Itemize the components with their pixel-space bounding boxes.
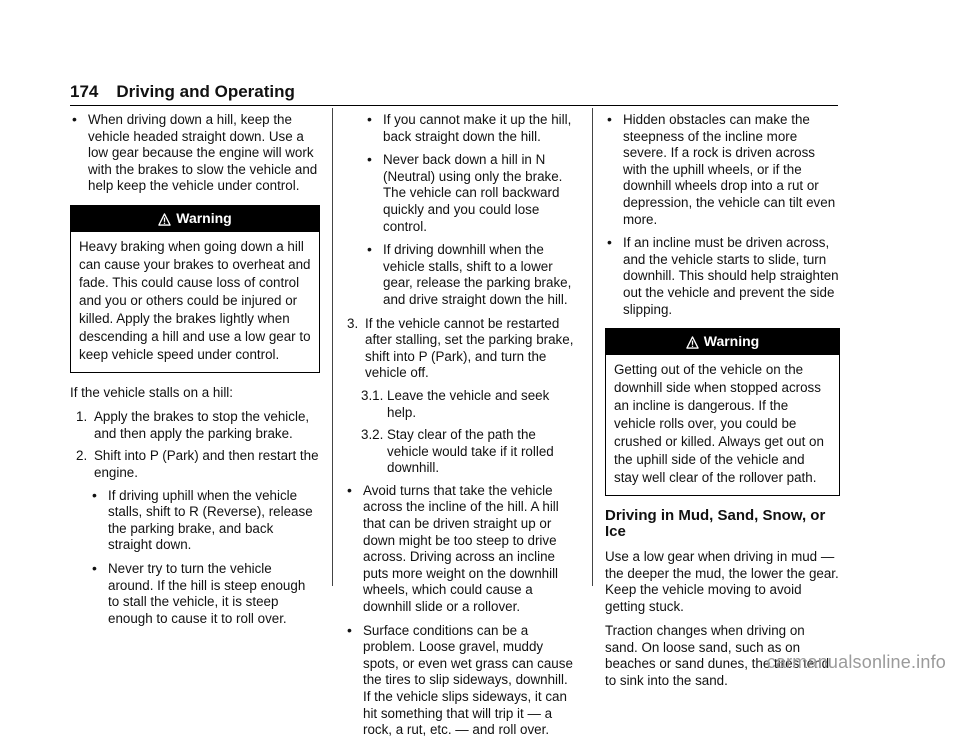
column-divider <box>332 108 333 586</box>
step-text: Apply the brakes to stop the vehicle, and then apply the parking brake. <box>94 409 310 441</box>
step-text: Shift into P (Park) and then restart the engine. <box>94 448 319 480</box>
column-2 <box>345 112 578 746</box>
list-item: • Surface conditions can be a problem. Loose gravel, muddy spots, or even wet grass can cause the tires to slip sideways, downhill. If the vehicle slips sideways, it can hit something that will trip it — a rock, a rut, etc. — and roll over. <box>345 623 578 739</box>
watermark: carmanualsonline.info <box>766 652 946 672</box>
step-number: 1. <box>76 409 88 425</box>
warning-text: Heavy braking when going down a hill can cause your brakes to overheat and fade. This could cause loss of control and you or others could be injured or killed. Apply the brakes lightly when descending a hill and use a low gear to keep vehicle speed under control. <box>79 238 311 362</box>
step-3-1 <box>345 388 578 421</box>
section-heading: Driving in Mud, Sand, Snow, or Ice <box>605 506 826 541</box>
warning-title: Warning <box>703 333 760 350</box>
warning-header <box>71 206 319 232</box>
step-text: Leave the vehicle and seek help. <box>387 387 550 420</box>
warning-icon <box>158 213 171 226</box>
warning-box <box>605 328 840 496</box>
step-3-2 <box>345 427 578 477</box>
list-item: • If an incline must be driven across, and the vehicle starts to slide, turn downhill. This should help straighten out the vehicle and prevent the side slipping. <box>605 235 840 318</box>
column-3 <box>605 112 840 698</box>
list-item: • If driving uphill when the vehicle stalls, shift to R (Reverse), release the parking brake, and back straight down. <box>90 488 320 554</box>
step-text: If the vehicle cannot be restarted after stalling, set the parking brake, shift into P (Park), and turn the vehicle off. <box>365 315 574 381</box>
warning-box <box>70 205 320 373</box>
list-item: • When driving down a hill, keep the vehicle headed straight down. Use a low gear because the engine will work with the brakes to slow the vehicle and help keep the vehicle under control. <box>70 112 320 195</box>
warning-text: Getting out of the vehicle on the downhill side when stopped across an incline is dangerous. If the vehicle rolls over, you could be crushed or killed. Always get out on the uphill side of the vehicle and stay well clear of the rollover path. <box>614 361 824 485</box>
step-3 <box>345 316 578 382</box>
step-number: 3.1. <box>361 387 384 403</box>
warning-header <box>606 329 839 355</box>
warning-title: Warning <box>176 209 232 226</box>
step-number: 3.2. <box>361 427 384 443</box>
step-text: Stay clear of the path the vehicle would take if it rolled downhill. <box>387 427 554 476</box>
list-item: • Never try to turn the vehicle around. If the hill is steep enough to stall the vehicle, it is steep enough to cause it to roll over. <box>90 561 320 627</box>
paragraph: Use a low gear when driving in mud — the deeper the mud, the lower the gear. Keep the vehicle moving to avoid getting stuck. <box>605 548 839 614</box>
step-2 <box>74 448 320 481</box>
step-1 <box>74 409 320 442</box>
page-header <box>70 82 838 106</box>
step-number: 2. <box>76 448 88 464</box>
list-item: • If you cannot make it up the hill, back straight down the hill. <box>365 112 578 145</box>
list-item: • Never back down a hill in N (Neutral) using only the brake. The vehicle can roll backward quickly and you could lose control. <box>365 152 578 235</box>
warning-icon <box>686 336 699 349</box>
step-number: 3. <box>347 315 359 331</box>
column-1 <box>70 112 320 634</box>
page-number: 174 <box>70 82 99 101</box>
stall-intro: If the vehicle stalls on a hill: <box>70 384 234 400</box>
column-divider <box>592 108 593 586</box>
paragraph: Traction changes when driving on sand. On loose sand, such as on beaches or sand dunes, the tires tend to sink into the sand. <box>605 623 830 689</box>
list-item: • Avoid turns that take the vehicle across the incline of the hill. A hill that can be driven straight up or down might be too steep to drive across. Driving across an incline puts more weight on the downhill wheels, which could cause a downhill slide or a rollover. <box>345 483 578 616</box>
section-title: Driving and Operating <box>116 82 295 101</box>
list-item: • Hidden obstacles can make the steepness of the incline more severe. If a rock is driven across with the uphill wheels, or if the downhill wheels drop into a rut or depression, the vehicle can tilt even more. <box>605 112 840 228</box>
list-item: • If driving downhill when the vehicle stalls, shift to a lower gear, release the parking brake, and drive straight down the hill. <box>365 242 578 308</box>
